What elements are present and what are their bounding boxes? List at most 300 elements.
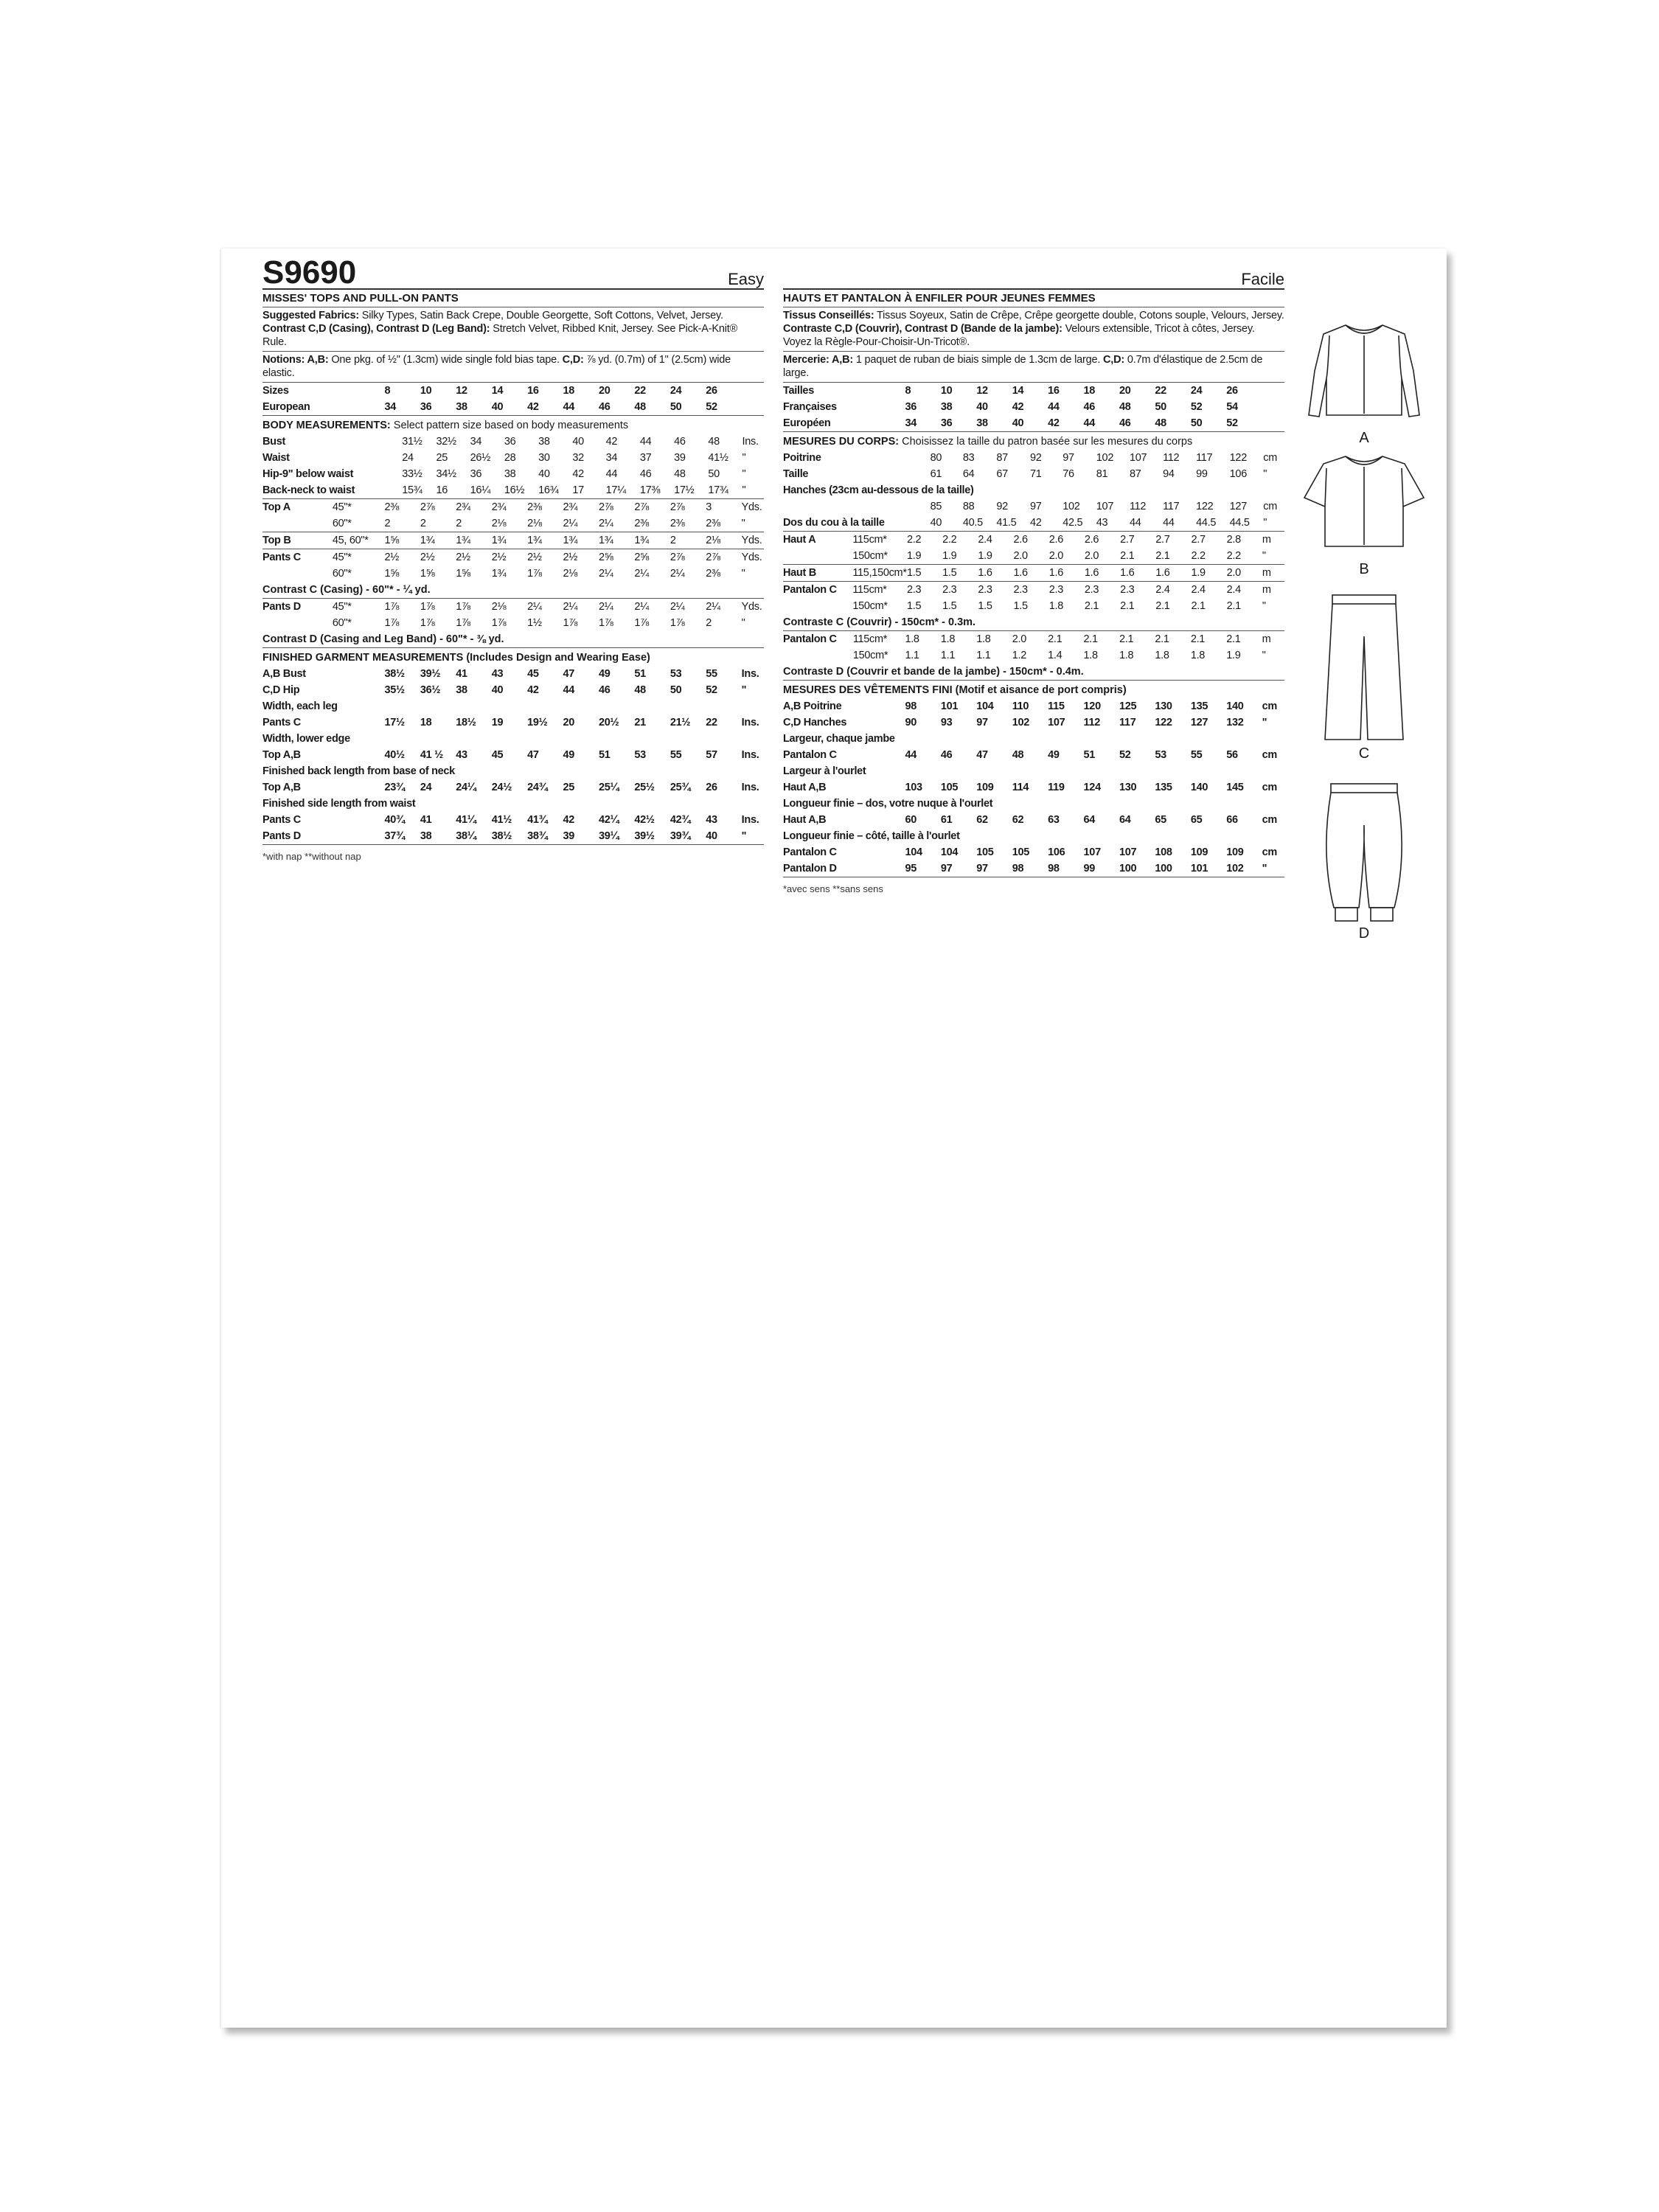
value-cell: 97 [976, 717, 988, 728]
value-cell: 48 [708, 436, 720, 448]
unit-cell: cm [1262, 782, 1278, 793]
value-cell: 2.7 [1191, 534, 1206, 546]
value-cell: 34½ [436, 468, 456, 480]
value-cell: 1.8 [1190, 650, 1206, 661]
value-cell: 2 [706, 617, 712, 629]
value-cell: 107 [1048, 717, 1065, 728]
value-cell: 2⅛ [563, 568, 578, 580]
value-cell: 2¼ [669, 601, 685, 613]
value-cell: 53 [669, 668, 682, 680]
body-measurements-heading-fr [783, 432, 1284, 450]
value-cell: 2.1 [1190, 633, 1206, 645]
size-row [783, 383, 1284, 399]
value-cell: 40 [572, 436, 584, 448]
footnote: *with nap **without nap [262, 851, 361, 862]
value-cell: 40.5 [963, 515, 997, 532]
value-cell: 44.5 [1230, 515, 1264, 532]
table-row [783, 731, 1284, 747]
body-heading-bold: BODY MEASUREMENTS: [262, 420, 391, 431]
unit-spacer [1262, 383, 1284, 399]
fabrics-label: Suggested Fabrics: [262, 310, 359, 321]
value-cell: 42¾ [669, 814, 691, 826]
value-cell: 63 [1048, 814, 1060, 826]
size-cell: 38 [940, 401, 953, 413]
value-cell: 100 [1155, 863, 1172, 874]
value-cell: 2⅞ [634, 501, 649, 513]
notions-label-cd-fr: C,D: [1103, 354, 1125, 366]
value-cell: 21½ [669, 717, 691, 728]
table-row [262, 698, 764, 714]
unit-cell: " [1262, 600, 1266, 612]
row-label: Pantalon C [783, 633, 837, 645]
value-cell: 2⅜ [670, 515, 706, 532]
value-cell: 61 [940, 814, 953, 826]
value-cell: 1¾ [456, 532, 491, 549]
row-label: A,B Poitrine [783, 700, 842, 712]
value-cell: 1.8 [1119, 650, 1134, 661]
value-cell: 17½ [674, 482, 708, 499]
size-cell: 44 [1048, 401, 1060, 413]
value-cell: 1¾ [420, 532, 456, 549]
value-cell: 107 [1096, 501, 1114, 512]
value-cell: 2¼ [706, 601, 720, 613]
contrast-c-yardage-fr: Contraste C (Couvrir) - 150cm* - 0.3m. [783, 614, 1284, 631]
fabrics-text: Silky Types, Satin Back Crepe, Double Georgette, Soft Cottons, Velvet, Jersey. [358, 310, 723, 321]
value-cell: 130 [1119, 782, 1137, 793]
row-sub-label: 150cm* [852, 650, 888, 661]
value-cell: 1⅞ [598, 617, 613, 629]
value-cell: 2⅜ [706, 515, 741, 532]
table-row [783, 860, 1284, 877]
value-cell: 2½ [527, 552, 542, 563]
value-cell: 16¾ [538, 482, 572, 499]
value-cell: 2½ [420, 552, 435, 563]
value-cell: 112 [1129, 501, 1147, 512]
unit-cell: Ins. [741, 814, 759, 826]
contrast-c-yardage: Contrast C (Casing) - 60"* - ¼ yd. [262, 582, 764, 599]
value-cell: 1⅞ [491, 617, 507, 629]
size-cell: 48 [1155, 415, 1190, 432]
unit-spacer [742, 399, 764, 416]
value-cell: 53 [1155, 749, 1166, 761]
unit-cell: " [741, 617, 745, 629]
value-cell: 17½ [384, 717, 405, 728]
value-cell: 22 [706, 717, 717, 728]
value-cell: 1.6 [978, 565, 1013, 582]
row-sub-label: 60"* [333, 515, 385, 532]
value-cell: 41½ [491, 814, 512, 826]
value-cell: 2 [456, 515, 491, 532]
row-label: Tailles [783, 385, 814, 397]
row-label: Sizes [262, 385, 289, 397]
value-cell: 2.3 [906, 584, 922, 596]
value-cell: 62 [976, 814, 988, 826]
value-cell: 119 [1048, 782, 1065, 793]
unit-cell: " [742, 468, 746, 480]
size-cell: 48 [1119, 401, 1131, 413]
value-cell: 122 [1155, 717, 1172, 728]
size-cell: 20 [598, 385, 611, 397]
value-cell: 98 [1012, 863, 1024, 874]
value-cell: 1.6 [1049, 565, 1085, 582]
value-cell: 1.8 [976, 633, 991, 645]
value-cell: 42 [527, 684, 539, 696]
size-cell: 40 [1012, 415, 1048, 432]
value-cell: 109 [1226, 846, 1244, 858]
size-cell: 16 [1048, 385, 1060, 397]
unit-cell: m [1262, 534, 1271, 546]
unit-cell: Ins. [741, 668, 759, 680]
table-row [783, 844, 1284, 860]
value-cell: 107 [1129, 452, 1147, 464]
value-cell: 42 [1030, 515, 1062, 532]
value-cell: 2.3 [942, 584, 957, 596]
value-cell: 2.4 [1226, 584, 1241, 596]
value-cell: 42½ [634, 814, 655, 826]
size-row [783, 415, 1284, 432]
value-cell: 1.2 [1012, 650, 1026, 661]
value-cell: 2.8 [1226, 534, 1241, 546]
size-cell: 34 [384, 399, 420, 416]
header-row [262, 248, 764, 290]
row-spacer [853, 415, 905, 432]
size-cell: 10 [940, 385, 953, 397]
row-sub-label: 115cm* [852, 584, 887, 596]
unit-cell: Yds. [741, 552, 762, 563]
size-cell: 10 [420, 385, 432, 397]
value-cell: 102 [1226, 863, 1244, 874]
value-cell: 2¼ [563, 515, 599, 532]
value-cell: 41¾ [527, 814, 548, 826]
value-cell: 127 [1190, 717, 1208, 728]
suggested-fabrics-fr [783, 307, 1284, 352]
value-cell: 26 [706, 782, 717, 793]
value-cell: 24¼ [456, 782, 476, 793]
value-cell: 105 [940, 782, 959, 793]
value-cell: 105 [976, 846, 994, 858]
value-cell: 26½ [470, 452, 490, 464]
value-cell: 53 [634, 749, 646, 761]
size-cell: 48 [634, 399, 669, 416]
notions-text-cd-fr: 0.7m d'élastique de 2.5cm de large. [783, 354, 1263, 379]
value-cell: 39 [563, 830, 575, 842]
pattern-envelope-back [221, 248, 1447, 2028]
size-cell: 26 [706, 385, 717, 397]
flutter-sleeve-top-icon [1294, 451, 1434, 561]
pattern-code: S9690 [262, 254, 357, 291]
contrast-d-yardage-fr: Contraste D (Couvrir et bande de la jambe) - 150cm* - 0.4m. [783, 664, 1284, 681]
french-column [783, 248, 1284, 894]
value-cell: 30 [538, 452, 550, 464]
view-sketches [1294, 319, 1434, 1241]
value-cell: 32½ [436, 436, 456, 448]
value-cell: 1⅞ [456, 617, 470, 629]
value-cell: 145 [1226, 782, 1244, 793]
header-row-fr [783, 248, 1284, 290]
value-cell: 2 [384, 515, 420, 532]
value-cell: 101 [1190, 863, 1208, 874]
row-label [783, 598, 852, 614]
value-cell: 51 [634, 668, 646, 680]
value-cell: 109 [976, 782, 994, 793]
value-cell: 2.0 [1227, 565, 1262, 582]
value-cell: 31½ [402, 436, 422, 448]
table-row [783, 747, 1284, 763]
value-cell: 2⅜ [706, 568, 720, 580]
row-spacer [853, 812, 905, 828]
value-cell: 2⅛ [491, 601, 507, 613]
value-cell: 57 [706, 749, 717, 761]
row-spacer [333, 779, 385, 796]
body-heading-rest-fr: Choisissez la taille du patron basée sur les mesures du corps [899, 436, 1193, 448]
row-label: Longueur finie – dos, votre nuque à l'ourlet [783, 798, 993, 810]
value-cell: 25¼ [598, 782, 619, 793]
value-cell: 36 [470, 468, 482, 480]
size-cell: 24 [1190, 385, 1203, 397]
table-row [262, 796, 764, 812]
value-cell: 42¼ [598, 814, 619, 826]
value-cell: 1.4 [1048, 650, 1062, 661]
value-cell: 25 [563, 782, 575, 793]
value-cell: 71 [1029, 468, 1042, 480]
table-row [262, 666, 764, 682]
value-cell: 117 [1163, 501, 1180, 512]
value-cell: 1.6 [1014, 565, 1049, 582]
table-row [783, 763, 1284, 779]
row-label: Pants C [262, 814, 301, 826]
value-cell: 1.6 [1155, 565, 1191, 582]
unit-cell: cm [1262, 814, 1278, 826]
value-cell: 140 [1226, 700, 1244, 712]
size-cell: 42 [527, 399, 563, 416]
notions-label: Notions: A,B: [262, 354, 329, 366]
value-cell: 19 [491, 717, 504, 728]
row-spacer [885, 450, 931, 466]
row-label: C,D Hip [262, 684, 300, 696]
row-label: Waist [262, 452, 290, 464]
view-d-label: D [1358, 925, 1370, 942]
table-row [783, 698, 1284, 714]
row-label: Largeur, chaque jambe [783, 733, 895, 745]
value-cell: 40 [931, 515, 963, 532]
row-label: Hip-9" below waist [262, 468, 354, 480]
value-cell: 41¼ [456, 814, 476, 826]
row-spacer [853, 860, 905, 877]
row-spacer [333, 714, 385, 731]
value-cell: 17 [572, 482, 605, 499]
view-c-label: C [1358, 745, 1370, 762]
view-d [1294, 781, 1434, 942]
body-heading-bold-fr: MESURES DU CORPS: [783, 436, 900, 448]
value-cell: 56 [1226, 749, 1238, 761]
value-cell: 55 [706, 668, 717, 680]
size-cell: 36 [420, 399, 456, 416]
value-cell: 65 [1190, 814, 1203, 826]
value-cell: 102 [1062, 501, 1080, 512]
row-label [783, 548, 852, 565]
table-row [262, 450, 764, 466]
value-cell: 1¾ [492, 532, 527, 549]
value-cell: 20½ [598, 717, 619, 728]
size-cell: 36 [941, 415, 976, 432]
unit-cell: " [742, 452, 746, 464]
value-cell: 90 [905, 717, 917, 728]
row-label: Top A,B [262, 782, 301, 793]
value-cell: 2.1 [1119, 633, 1134, 645]
row-spacer [853, 779, 905, 796]
value-cell: 16 [436, 482, 470, 499]
row-label: Longueur finie – côté, taille à l'ourlet [783, 830, 960, 842]
row-label [262, 615, 333, 631]
size-row [262, 399, 764, 416]
value-cell: 44 [905, 749, 917, 761]
value-cell: 1⅞ [634, 617, 649, 629]
table-row [262, 482, 764, 499]
value-cell: 32 [572, 452, 584, 464]
table-row [262, 615, 764, 631]
value-cell: 2.0 [1012, 633, 1026, 645]
value-cell: 43 [706, 814, 717, 826]
value-cell: 80 [930, 452, 942, 464]
value-cell: 98 [905, 700, 917, 712]
table-row [783, 548, 1284, 565]
value-cell: 17¼ [606, 482, 640, 499]
value-cell: 2.4 [1155, 584, 1170, 596]
value-cell: 97 [976, 863, 988, 874]
value-cell: 46 [639, 468, 652, 480]
row-sub-label: 60"* [332, 568, 352, 580]
value-cell: 1.9 [978, 548, 1013, 565]
row-spacer [853, 399, 905, 415]
value-cell: 2⅞ [669, 552, 685, 563]
row-label: Pants D [262, 601, 301, 613]
table-row [783, 598, 1284, 614]
value-cell: 2.3 [1120, 584, 1135, 596]
unit-cell: cm [1263, 452, 1277, 464]
value-cell: 25½ [634, 782, 655, 793]
unit-cell: Ins. [742, 436, 759, 448]
row-label: Finished back length from base of neck [262, 765, 455, 777]
cuffed-pants-icon [1294, 781, 1434, 928]
table-row [783, 779, 1284, 796]
row-spacer [333, 666, 385, 682]
value-cell: 1.5 [942, 565, 978, 582]
value-cell: 23¾ [384, 782, 405, 793]
value-cell: 2⅜ [384, 501, 399, 513]
value-cell: 2⅛ [527, 515, 563, 532]
english-column [262, 248, 764, 862]
value-cell: 140 [1190, 782, 1208, 793]
value-cell: 60 [905, 814, 917, 826]
value-cell: 120 [1083, 700, 1101, 712]
difficulty-level-fr: Facile [1241, 270, 1284, 288]
value-cell: 92 [996, 501, 1008, 512]
value-cell: 100 [1119, 863, 1137, 874]
contrast-d-yardage: Contrast D (Casing and Leg Band) - 60"* - ⅜ yd. [262, 631, 764, 648]
value-cell: 39½ [420, 668, 441, 680]
value-cell: 106 [1048, 846, 1065, 858]
row-label: Pantalon C [783, 749, 837, 761]
suggested-fabrics [262, 307, 764, 352]
value-cell: 41.5 [996, 515, 1030, 532]
unit-cell: " [741, 830, 747, 842]
value-cell: 1¾ [634, 532, 669, 549]
value-cell: 17⅜ [640, 482, 674, 499]
unit-cell: Ins. [741, 749, 759, 761]
value-cell: 49 [1048, 749, 1060, 761]
value-cell: 36 [504, 436, 516, 448]
body-measurements-table-fr [783, 450, 1284, 532]
value-cell: 2.6 [1048, 534, 1063, 546]
row-spacer [853, 714, 905, 731]
table-row [262, 434, 764, 450]
row-label: Width, lower edge [262, 733, 350, 745]
value-cell: 2¼ [634, 568, 649, 580]
yardage-d-table-fr [783, 631, 1284, 664]
value-cell: 49 [598, 668, 611, 680]
value-cell: 51 [598, 749, 611, 761]
value-cell: 16¼ [470, 482, 504, 499]
contrast-label-fr: Contraste C,D (Couvrir), Contrast D (Bande de la jambe): [783, 323, 1062, 335]
value-cell: 105 [1012, 846, 1029, 858]
value-cell: 2¼ [634, 601, 649, 613]
row-label [262, 515, 333, 532]
pattern-title-fr: HAUTS ET PANTALON À ENFILER POUR JEUNES FEMMES [783, 292, 1284, 307]
unit-cell: Yds. [741, 601, 762, 613]
value-cell: 2½ [384, 552, 399, 563]
value-cell: 1⅞ [420, 617, 435, 629]
value-cell: 2.3 [1084, 584, 1099, 596]
size-cell: 24 [669, 385, 682, 397]
table-row [783, 450, 1284, 466]
value-cell: 97 [1062, 452, 1074, 464]
size-cell: 42 [1012, 401, 1024, 413]
value-cell: 88 [962, 501, 975, 512]
value-cell: 132 [1226, 717, 1244, 728]
value-cell: 16½ [504, 482, 538, 499]
row-sub-label: 45"* [332, 501, 352, 513]
unit-cell: m [1262, 633, 1271, 645]
value-cell: 1.8 [1083, 650, 1098, 661]
value-cell: 64 [1083, 814, 1096, 826]
view-b [1294, 451, 1434, 577]
value-cell: 44.5 [1196, 515, 1230, 532]
row-label: Haut A,B [783, 814, 827, 826]
unit-cell: " [1263, 468, 1267, 480]
row-spacer [853, 383, 905, 399]
difficulty-level: Easy [728, 270, 764, 288]
value-cell: 102 [1012, 717, 1029, 728]
body-measurements-table [262, 434, 764, 499]
value-cell: 2.1 [1155, 548, 1191, 565]
row-sub-label: 45, 60"* [333, 532, 385, 549]
size-cell: 38 [456, 399, 491, 416]
value-cell: 107 [1119, 846, 1137, 858]
value-cell: 1⅞ [563, 617, 578, 629]
value-cell: 1⅞ [384, 617, 399, 629]
row-spacer [853, 698, 905, 714]
value-cell: 38 [504, 468, 516, 480]
value-cell: 1.1 [940, 650, 956, 661]
value-cell: 1⅞ [456, 601, 470, 613]
row-spacer [853, 844, 905, 860]
value-cell: 130 [1155, 700, 1172, 712]
row-label [783, 498, 885, 515]
row-label: Bust [262, 436, 286, 448]
value-cell: 104 [976, 700, 994, 712]
row-label: Top A [262, 501, 291, 513]
yardage-d-table [262, 599, 764, 631]
